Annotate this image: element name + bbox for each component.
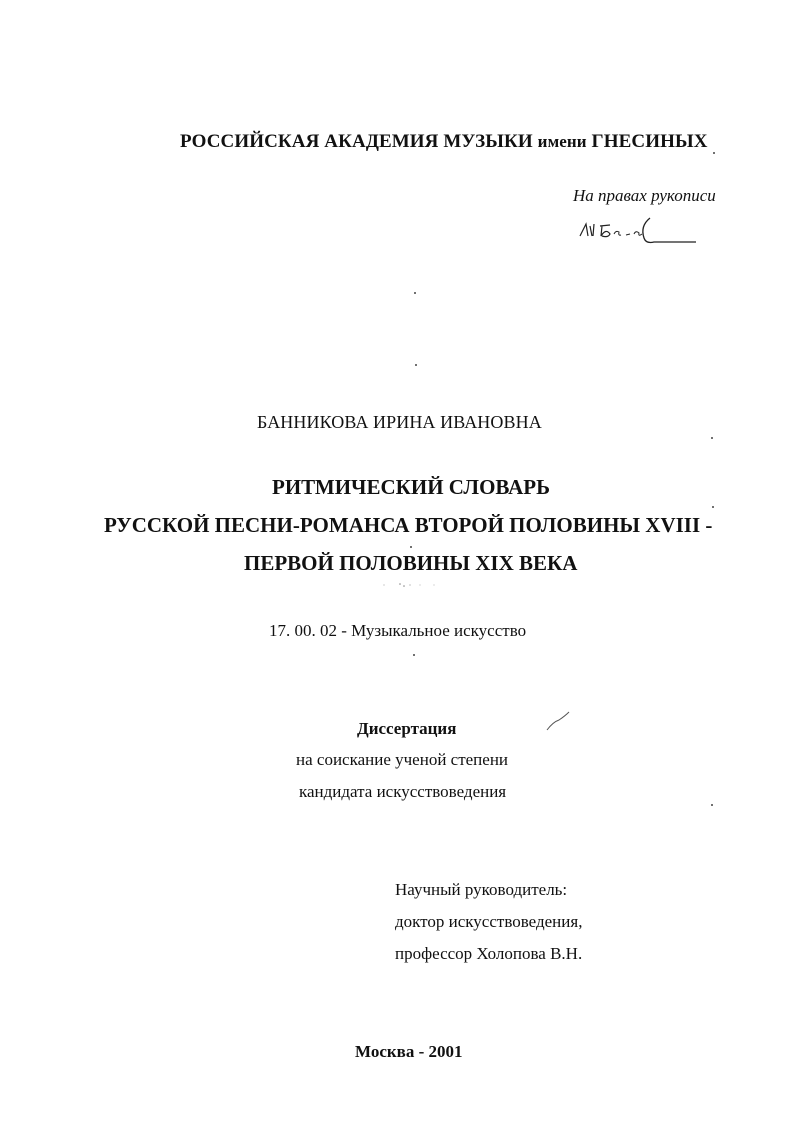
supervisor-name: профессор Холопова В.Н. xyxy=(395,944,583,963)
scan-speck xyxy=(711,804,713,806)
scan-speck xyxy=(414,292,416,294)
institution-name-part2: имени xyxy=(537,132,587,151)
scan-speck xyxy=(713,152,715,154)
scan-speck xyxy=(712,506,714,508)
degree-line-2: кандидата искусствоведения xyxy=(299,782,507,801)
supervisor-degree: доктор искусствоведения, xyxy=(395,912,583,931)
supervisor-label: Научный руководитель: xyxy=(395,880,568,899)
work-type: Диссертация xyxy=(357,719,457,738)
scan-speck xyxy=(711,437,713,439)
institution-name-part3: ГНЕСИНЫХ xyxy=(591,131,708,152)
specialty-code: 17. 00. 02 - Музыкальное искусство xyxy=(269,621,527,640)
author-name: БАННИКОВА ИРИНА ИВАНОВНА xyxy=(257,412,542,432)
dissertation-title-line-1: РИТМИЧЕСКИЙ СЛОВАРЬ xyxy=(272,475,550,499)
dissertation-title-line-3: ПЕРВОЙ ПОЛОВИНЫ XIX ВЕКА xyxy=(244,551,578,575)
dissertation-title-line-2: РУССКОЙ ПЕСНИ-РОМАНСА ВТОРОЙ ПОЛОВИНЫ XVIII - xyxy=(104,513,713,537)
scan-speck xyxy=(413,654,415,656)
scan-speck xyxy=(415,364,417,366)
pen-mark-icon xyxy=(545,710,571,732)
institution-name-part1: РОССИЙСКАЯ АКАДЕМИЯ МУЗЫКИ xyxy=(180,131,533,152)
rights-notice: На правах рукописи xyxy=(573,186,716,205)
degree-line-1: на соискание ученой степени xyxy=(296,750,509,769)
signature-icon xyxy=(576,214,706,254)
city-year: Москва - 2001 xyxy=(355,1042,463,1061)
institution-name xyxy=(180,132,708,151)
scan-noise-icon xyxy=(380,580,440,590)
scan-speck xyxy=(410,546,412,548)
